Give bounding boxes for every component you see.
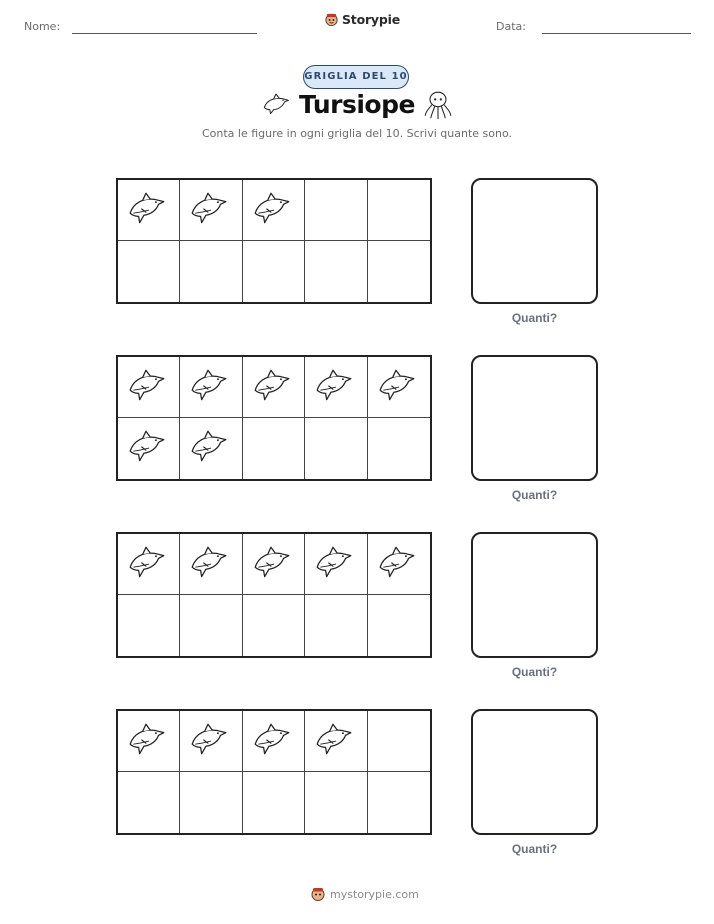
ten-frame-cell bbox=[180, 418, 242, 479]
worksheet-type-badge: GRIGLIA DEL 10 bbox=[303, 65, 409, 89]
answer-label: Quanti? bbox=[511, 842, 558, 856]
ten-frame-cell bbox=[180, 711, 242, 772]
brand-name: Storypie bbox=[342, 12, 400, 27]
ten-frame-cell bbox=[118, 241, 180, 302]
storypie-mascot-icon bbox=[324, 12, 339, 27]
ten-frame-cell bbox=[118, 534, 180, 595]
instructions: Conta le figure in ogni griglia del 10. Scrivi quante sono. bbox=[201, 127, 512, 140]
ten-frame-cell bbox=[118, 180, 180, 241]
ten-frame-cell bbox=[118, 357, 180, 418]
dolphin-icon bbox=[313, 365, 355, 407]
ten-frame-cell bbox=[243, 418, 305, 479]
dolphin-icon bbox=[251, 719, 293, 761]
footer bbox=[310, 886, 419, 902]
ten-frame-cell bbox=[368, 772, 430, 833]
name-label: Nome: bbox=[24, 20, 61, 33]
answer-label: Quanti? bbox=[511, 311, 558, 325]
dolphin-icon bbox=[188, 188, 230, 230]
footer-url: mystorypie.com bbox=[330, 887, 419, 901]
ten-frame-cell bbox=[243, 711, 305, 772]
storypie-mascot-icon bbox=[310, 886, 326, 902]
dolphin-icon bbox=[251, 365, 293, 407]
date-label: Data: bbox=[496, 20, 526, 33]
ten-frame-grid bbox=[116, 355, 432, 481]
ten-frame-cell bbox=[305, 180, 367, 241]
ten-frame-cell bbox=[243, 241, 305, 302]
answer-box[interactable] bbox=[471, 178, 598, 304]
dolphin-icon bbox=[126, 719, 168, 761]
ten-frame-cell bbox=[243, 180, 305, 241]
dolphin-icon bbox=[188, 542, 230, 584]
ten-frame-cell bbox=[305, 595, 367, 656]
ten-frame-cell bbox=[305, 418, 367, 479]
ten-frame-cell bbox=[368, 418, 430, 479]
ten-frame-cell bbox=[118, 595, 180, 656]
ten-frame-cell bbox=[243, 595, 305, 656]
dolphin-icon bbox=[126, 188, 168, 230]
ten-frame-cell bbox=[243, 357, 305, 418]
dolphin-icon bbox=[188, 719, 230, 761]
ten-frame-cell bbox=[305, 711, 367, 772]
ten-frame-cell bbox=[180, 595, 242, 656]
ten-frame-cell bbox=[305, 534, 367, 595]
answer-box[interactable] bbox=[471, 532, 598, 658]
date-field-line[interactable] bbox=[542, 33, 691, 34]
answer-label: Quanti? bbox=[511, 665, 558, 679]
answer-box[interactable] bbox=[471, 355, 598, 481]
ten-frame-cell bbox=[368, 241, 430, 302]
ten-frame-cell bbox=[243, 772, 305, 833]
page-title: Tursiope bbox=[299, 90, 415, 119]
dolphin-icon bbox=[313, 719, 355, 761]
ten-frame-cell bbox=[118, 772, 180, 833]
dolphin-icon bbox=[188, 365, 230, 407]
ten-frame-cell bbox=[305, 772, 367, 833]
answer-label: Quanti? bbox=[511, 488, 558, 502]
ten-frame-cell bbox=[180, 357, 242, 418]
ten-frame-cell bbox=[368, 534, 430, 595]
dolphin-icon bbox=[251, 542, 293, 584]
dolphin-icon bbox=[313, 542, 355, 584]
ten-frame-cell bbox=[243, 534, 305, 595]
ten-frame-cell bbox=[368, 357, 430, 418]
dolphin-icon bbox=[126, 365, 168, 407]
ten-frame-cell bbox=[180, 772, 242, 833]
ten-frame-cell bbox=[368, 711, 430, 772]
brand-logo bbox=[324, 12, 400, 27]
ten-frame-cell bbox=[368, 180, 430, 241]
octopus-icon bbox=[422, 89, 454, 121]
dolphin-icon bbox=[188, 426, 230, 468]
dolphin-icon bbox=[126, 426, 168, 468]
ten-frame-cell bbox=[305, 357, 367, 418]
ten-frame-cell bbox=[180, 241, 242, 302]
dolphin-icon bbox=[251, 188, 293, 230]
ten-frame-grid bbox=[116, 178, 432, 304]
ten-frame-cell bbox=[180, 180, 242, 241]
ten-frame-cell bbox=[305, 241, 367, 302]
ten-frame-cell bbox=[118, 711, 180, 772]
ten-frame-cell bbox=[180, 534, 242, 595]
ten-frame-grid bbox=[116, 532, 432, 658]
ten-frame-grid bbox=[116, 709, 432, 835]
dolphin-icon bbox=[376, 542, 418, 584]
dolphin-icon bbox=[126, 542, 168, 584]
dolphin-icon bbox=[376, 365, 418, 407]
answer-box[interactable] bbox=[471, 709, 598, 835]
name-field-line[interactable] bbox=[72, 33, 257, 34]
ten-frame-cell bbox=[368, 595, 430, 656]
ten-frame-cell bbox=[118, 418, 180, 479]
